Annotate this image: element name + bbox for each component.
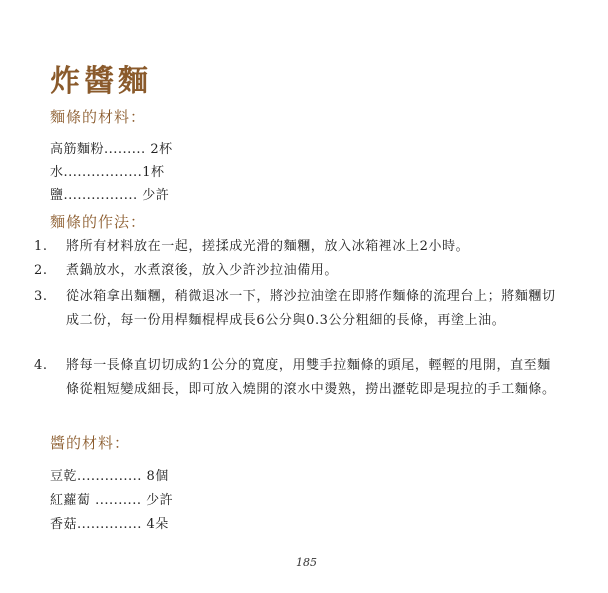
method-step-1 <box>34 235 560 259</box>
method-step-4 <box>34 354 560 402</box>
sauce-ingredients-heading: 醬的材料： <box>50 434 131 452</box>
step-number: 4. <box>34 358 48 373</box>
step-number: 3. <box>34 289 48 304</box>
noodle-ingredients-heading: 麵條的材料： <box>50 108 147 126</box>
page-number: 185 <box>296 556 317 569</box>
step-number: 1. <box>34 239 48 254</box>
step-text: 將每一長條直切切成約1公分的寬度，用雙手拉麵條的頭尾，輕輕的甩開，直至麵條從粗短變成細長，即可放入燒開的滾水中燙熟，撈出瀝乾即是現拉的手工麵條。 <box>66 358 556 397</box>
ingredient-line: 鹽................ 少許 <box>50 188 170 203</box>
ingredient-line: 豆乾.............. 8個 <box>50 469 169 484</box>
ingredient-line: 水.................1杯 <box>50 165 165 180</box>
method-step-3 <box>34 285 560 333</box>
method-step-2 <box>34 259 560 283</box>
ingredient-line: 紅蘿蔔 .......... 少許 <box>50 493 174 508</box>
step-text: 從冰箱拿出麵糰，稍微退冰一下，將沙拉油塗在即將作麵條的流理台上；將麵糰切成二份，每一份用桿麵棍桿成長6公分與0.3公分粗細的長條，再塗上油。 <box>66 289 556 328</box>
step-text: 煮鍋放水，水煮滾後，放入少許沙拉油備用。 <box>66 263 339 278</box>
ingredient-line: 高筋麵粉......... 2杯 <box>50 142 173 157</box>
step-number: 2. <box>34 263 48 278</box>
ingredient-line: 香菇.............. 4朵 <box>50 517 169 532</box>
page-title: 炸醬麵 <box>50 64 152 99</box>
step-text: 將所有材料放在一起，搓揉成光滑的麵糰，放入冰箱裡冰上2小時。 <box>66 239 470 254</box>
noodle-method-heading: 麵條的作法： <box>50 213 147 231</box>
